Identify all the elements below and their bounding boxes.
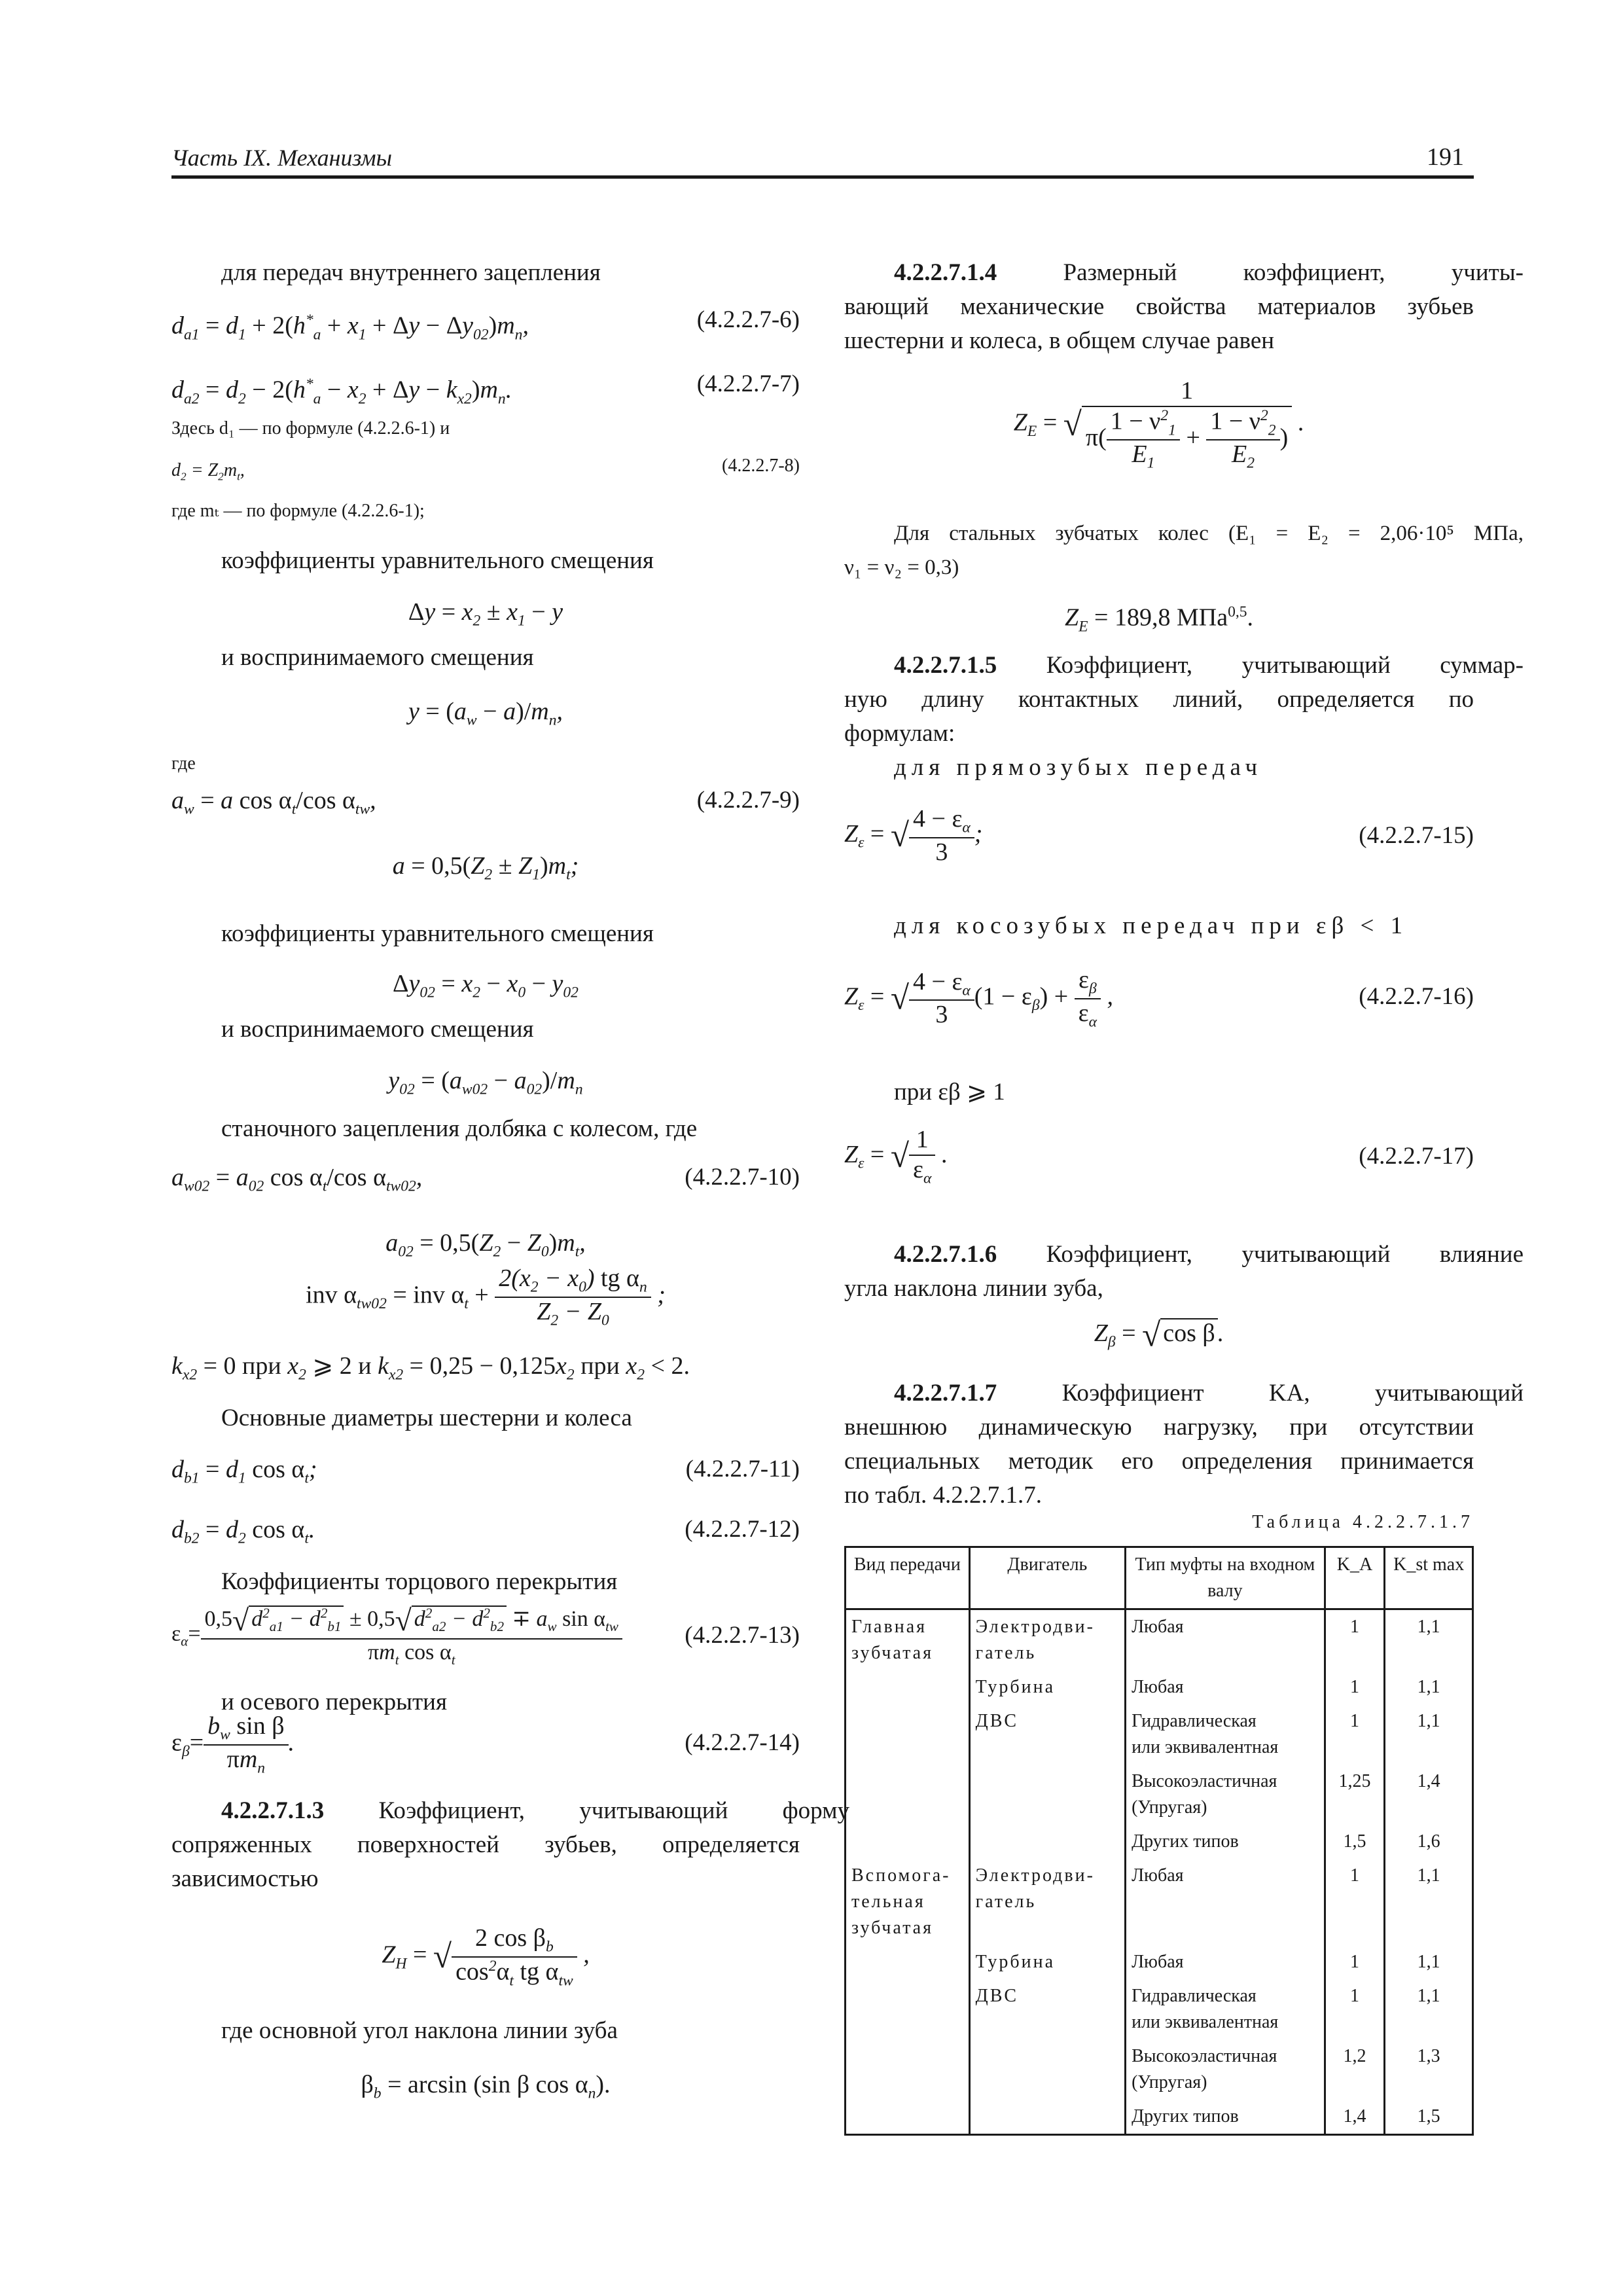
formula-z-eps-helical: $Z_\varepsilon$ = √ $\frac{4 - \varepsilon_\alpha}{3}$ $(1 - \varepsilon_\beta)$ + $\frac{\varepsilon_\beta}{\varepsilon_\alpha}$ , <box>844 966 1113 1031</box>
engine-cell <box>969 1979 1125 2039</box>
coupling-cell <box>1126 2039 1325 2100</box>
eq-number: (4.2.2.7-12) <box>685 1516 800 1543</box>
helical-gears-text: для косозубых передач при εβ < 1 <box>894 912 1408 939</box>
engine-cell <box>969 1704 1125 1765</box>
coupling-cell-line: Любая <box>1132 1677 1184 1697</box>
ka-cell: 1 <box>1325 1859 1385 1945</box>
here-d1-text: Здесь d₁ — по формуле (4.2.2.6-1) и <box>171 418 450 439</box>
section-3-line-3: зависимостью <box>171 1865 319 1892</box>
engine-cell <box>969 1945 1125 1979</box>
formula-kx2: $k_{x2} = 0$ при $x_2$ ⩾ 2 и $k_{x2} = 0,25 - 0,125x_2$ при $x_2 < 2$. <box>171 1352 690 1384</box>
kst-cell: 1,1 <box>1385 1704 1473 1765</box>
table-header-cell: K_A <box>1325 1547 1385 1609</box>
header-rule <box>171 175 1474 179</box>
formula-z-beta: $Z_\beta$ = √ cos β . <box>1094 1316 1224 1354</box>
formula-db1: $d_{b1} = d_1$ $\cos \alpha_t$; <box>171 1456 317 1487</box>
formula-epsilon-alpha: $\varepsilon_\alpha=$ $\frac{0,5√ d^2_{a1} - d^2_{b1} \pm 0,5√ d^2_{a2} - d^2_{b2} \mp a_w \sin \alpha_{tw}}{\pi m_t \cos \alpha_t}$ <box>171 1604 622 1668</box>
kst-cell: 1,1 <box>1385 1670 1473 1704</box>
formula-a02: $a_{02} = 0,5(Z_2 - Z_0)m_t$, <box>385 1229 586 1261</box>
ka-cell: 1,25 <box>1325 1765 1385 1825</box>
table-row <box>846 2100 1473 2135</box>
eq-number: (4.2.2.7-9) <box>696 787 800 814</box>
coupling-cell <box>1126 1609 1325 1671</box>
coupling-cell-line: или эквивалентная <box>1132 2012 1279 2032</box>
engine-cell-line: ДВС <box>975 1986 1019 2006</box>
transmission-cell <box>846 1825 970 1859</box>
transmission-cell-line: зубчатая <box>851 1918 933 1938</box>
table-header-cell: Двигатель <box>969 1547 1125 1609</box>
engine-cell-line: гатель <box>975 1643 1037 1663</box>
transmission-cell-line: тельная <box>851 1892 925 1912</box>
coupling-cell-line: Гидравлическая <box>1132 1711 1257 1731</box>
section-6-line-2: угла наклона линии зуба, <box>844 1275 1103 1302</box>
when-text: при εβ ⩾ 1 <box>894 1079 1005 1105</box>
engine-cell <box>969 1670 1125 1704</box>
base-angle-text: где основной угол наклона линии зуба <box>221 2017 618 2044</box>
coupling-cell-line: Гидравлическая <box>1132 1986 1257 2006</box>
formula-delta-y02: $\Delta y_{02} = x_2 - x_0 - y_{02}$ <box>393 970 579 1001</box>
table-row <box>846 1670 1473 1704</box>
kst-cell: 1,6 <box>1385 1825 1473 1859</box>
formula-epsilon-beta: $\varepsilon_\beta=$ $\frac{b_w \sin \beta}{\pi m_n}$ . <box>171 1712 295 1777</box>
transmission-cell <box>846 1859 970 1945</box>
equalizing-shift-text: коэффициенты уравнительного смещения <box>221 547 654 574</box>
coupling-cell-line: Любая <box>1132 1617 1184 1637</box>
transmission-cell <box>846 1979 970 2039</box>
ka-cell: 1,2 <box>1325 2039 1385 2100</box>
formula-a: $a = 0,5(Z_2 \pm Z_1)m_t$; <box>392 852 579 884</box>
table-row <box>846 1825 1473 1859</box>
coupling-cell <box>1126 1945 1325 1979</box>
coupling-cell <box>1126 1670 1325 1704</box>
formula-d2: $d_2 = Z_2m_t$, <box>171 460 245 483</box>
eq-number: (4.2.2.7-11) <box>685 1456 800 1482</box>
transmission-cell-line: зубчатая <box>851 1643 933 1663</box>
coupling-cell-line: Любая <box>1132 1952 1184 1972</box>
main-diameters-text: Основные диаметры шестерни и колеса <box>221 1405 632 1431</box>
table-header-cell: Тип муфты на входном валу <box>1126 1547 1325 1609</box>
engine-cell <box>969 2100 1125 2135</box>
formula-db2: $d_{b2} = d_2$ $\cos \alpha_t$. <box>171 1516 315 1547</box>
formula-delta-y: $\Delta y = x_2 \pm x_1 - y$ <box>408 598 563 630</box>
kst-cell: 1,5 <box>1385 2100 1473 2135</box>
eq-number: (4.2.2.7-6) <box>696 306 800 333</box>
running-header-title: Часть IX. Механизмы <box>171 145 392 171</box>
axial-overlap-text: и осевого перекрытия <box>221 1689 447 1715</box>
coupling-cell <box>1126 1825 1325 1859</box>
section-3-line-2: сопряженных поверхностей зубьев, определяется <box>171 1831 800 1858</box>
ka-coefficient-table <box>844 1546 1474 2136</box>
formula-da2: $d_{a2} = d_2 - 2(h^*_a - x_2 + \Delta y - k_{x2})m_n$. <box>171 376 512 408</box>
kst-cell: 1,1 <box>1385 1859 1473 1945</box>
section-3-line-1: 4.2.2.7.1.3 Коэффициент, учитывающий форму <box>221 1797 849 1824</box>
where-text: где <box>171 753 196 774</box>
formula-y: $y = (a_w - a)/m_n$, <box>408 698 563 729</box>
kst-cell: 1,4 <box>1385 1765 1473 1825</box>
formula-ze-value: $Z_E = 189,8$ МПа$^{0,5}$. <box>1065 603 1253 636</box>
table-caption: Таблица 4.2.2.7.1.7 <box>1252 1512 1474 1532</box>
coupling-cell-line: Высокоэластичная <box>1132 1771 1277 1791</box>
coupling-cell-line: Высокоэластичная <box>1132 2046 1277 2066</box>
engine-cell <box>969 2039 1125 2100</box>
section-5-line-1: 4.2.2.7.1.5 Коэффициент, учитывающий суммар- <box>894 652 1524 679</box>
transmission-cell <box>846 2039 970 2100</box>
table-row <box>846 2039 1473 2100</box>
ka-cell: 1,5 <box>1325 1825 1385 1859</box>
coupling-cell-line: Других типов <box>1132 2106 1239 2126</box>
kst-cell: 1,1 <box>1385 1945 1473 1979</box>
transverse-overlap-text: Коэффициенты торцового перекрытия <box>221 1568 618 1595</box>
section-7-line-2: внешнюю динамическую нагрузку, при отсутствии <box>844 1414 1474 1441</box>
coupling-cell <box>1126 2100 1325 2135</box>
section-7-line-1: 4.2.2.7.1.7 Коэффициент KA, учитывающий <box>894 1380 1524 1407</box>
formula-z-eps-3: $Z_\varepsilon$ = √ $\frac{1}{\varepsilon_\alpha}$ . <box>844 1126 948 1187</box>
eq-number: (4.2.2.7-17) <box>1359 1143 1474 1170</box>
eq-number: (4.2.2.7-8) <box>722 456 800 476</box>
transmission-cell <box>846 1945 970 1979</box>
section-4-line-3: шестерни и колеса, в общем случае равен <box>844 327 1275 354</box>
section-7-line-3: специальных методик его определения принимается <box>844 1448 1474 1475</box>
steel-wheels-text: Для стальных зубчатых колес (E₁ = E₂ = 2,06·10⁵ МПа, <box>894 522 1524 545</box>
ka-cell: 1 <box>1325 1609 1385 1671</box>
formula-aw: $a_w = a$ $\cos \alpha_t/\cos$ $\alpha_{tw}$, <box>171 787 376 818</box>
table-header-row <box>846 1547 1473 1609</box>
transmission-cell <box>846 1704 970 1765</box>
eq-number: (4.2.2.7-13) <box>685 1622 800 1649</box>
ka-cell: 1 <box>1325 1945 1385 1979</box>
ka-cell: 1 <box>1325 1704 1385 1765</box>
coupling-cell <box>1126 1704 1325 1765</box>
eq-number: (4.2.2.7-7) <box>696 370 800 397</box>
engine-cell-line: гатель <box>975 1892 1037 1912</box>
section-6-line-1: 4.2.2.7.1.6 Коэффициент, учитывающий влияние <box>894 1241 1524 1268</box>
transmission-cell <box>846 1670 970 1704</box>
coupling-cell-line: (Упругая) <box>1132 1797 1207 1818</box>
eq-number: (4.2.2.7-16) <box>1359 983 1474 1010</box>
engine-cell <box>969 1609 1125 1671</box>
coupling-cell-line: или эквивалентная <box>1132 1737 1279 1757</box>
coupling-cell-line: Любая <box>1132 1865 1184 1886</box>
section-4-line-2: вающий механические свойства материалов зубьев <box>844 293 1474 320</box>
formula-z-eps-spur: $Z_\varepsilon$ = √ $\frac{4 - \varepsilon_\alpha}{3}$ ; <box>844 805 983 866</box>
engine-cell-line: Электродви- <box>975 1617 1095 1637</box>
spur-gears-text: для прямозубых передач <box>894 754 1263 781</box>
transmission-cell <box>846 2100 970 2135</box>
formula-y02: $y_{02} = (a_{w02} - a_{02})/m_n$ <box>388 1067 583 1098</box>
equalizing-shift-text-2: коэффициенты уравнительного смещения <box>221 920 654 947</box>
machine-gearing-text: станочного зацепления долбяка с колесом, где <box>221 1115 698 1142</box>
perceived-shift-text-2: и воспринимаемого смещения <box>221 1016 534 1043</box>
section-5-line-3: формулам: <box>844 720 955 747</box>
table-row <box>846 1859 1473 1945</box>
engine-cell-line: Электродви- <box>975 1865 1095 1886</box>
engine-cell <box>969 1859 1125 1945</box>
formula-aw02: $a_{w02} = a_{02}$ $\cos \alpha_t/\cos$ $\alpha_{tw02}$, <box>171 1164 423 1195</box>
ka-cell: 1 <box>1325 1979 1385 2039</box>
kst-cell: 1,3 <box>1385 2039 1473 2100</box>
engine-cell-line: Турбина <box>975 1677 1056 1697</box>
table-row <box>846 1609 1473 1671</box>
ka-cell: 1 <box>1325 1670 1385 1704</box>
engine-cell <box>969 1765 1125 1825</box>
coupling-cell <box>1126 1979 1325 2039</box>
perceived-shift-text: и воспринимаемого смещения <box>221 644 534 671</box>
formula-da1: $d_{a1} = d_1 + 2(h^*_a + x_1 + \Delta y - \Delta y_{02})m_n$, <box>171 312 529 344</box>
formula-zh: $Z_H$ = √ $\frac{2 \cos \beta_b}{\cos^2\alpha_t tg \alpha_{tw}}$ , <box>382 1924 590 1989</box>
table-row <box>846 1765 1473 1825</box>
eq-number: (4.2.2.7-14) <box>685 1729 800 1756</box>
table-row <box>846 1704 1473 1765</box>
section-4-line-1: 4.2.2.7.1.4 Размерный коэффициент, учиты- <box>894 259 1524 286</box>
table-row <box>846 1945 1473 1979</box>
section-5-line-2: ную длину контактных линий, определяется по <box>844 686 1474 713</box>
coupling-cell <box>1126 1859 1325 1945</box>
formula-inv: inv $\alpha_{tw02}$ = inv $\alpha_t$ + $\frac{2(x_2 - x_0) tg \alpha_n}{Z_2 - Z_0}$ ; <box>306 1265 666 1329</box>
page-number: 191 <box>1427 143 1464 171</box>
table-header-cell: K_st max <box>1385 1547 1473 1609</box>
where-mt-text: где mₜ — по формуле (4.2.2.6-1); <box>171 501 425 521</box>
transmission-cell-line: Главная <box>851 1617 927 1637</box>
formula-beta-b: $\beta_b = \arcsin (\sin$ β $\cos \alpha_n$). <box>361 2071 611 2102</box>
coupling-cell-line: Других типов <box>1132 1831 1239 1852</box>
engine-cell-line: Турбина <box>975 1952 1056 1972</box>
transmission-cell <box>846 1765 970 1825</box>
formula-ze: $Z_E$ = √ 1 π( $\frac{1 - \nu^2_1}{E_1}$ + $\frac{1 - \nu^2_2}{E_2}$ ) . <box>1013 377 1305 472</box>
eq-number: (4.2.2.7-15) <box>1359 822 1474 849</box>
eq-number: (4.2.2.7-10) <box>685 1164 800 1191</box>
kst-cell: 1,1 <box>1385 1609 1473 1671</box>
engine-cell <box>969 1825 1125 1859</box>
engine-cell-line: ДВС <box>975 1711 1019 1731</box>
transmission-cell-line: Вспомога- <box>851 1865 951 1886</box>
steel-wheels-text-2: ν₁ = ν₂ = 0,3) <box>844 556 959 579</box>
table-header-cell: Вид передачи <box>846 1547 970 1609</box>
internal-gearing-text: для передач внутреннего зацепления <box>221 259 601 286</box>
coupling-cell <box>1126 1765 1325 1825</box>
transmission-cell <box>846 1609 970 1671</box>
ka-cell: 1,4 <box>1325 2100 1385 2135</box>
coupling-cell-line: (Упругая) <box>1132 2072 1207 2092</box>
table-row <box>846 1979 1473 2039</box>
section-7-line-4: по табл. 4.2.2.7.1.7. <box>844 1482 1042 1509</box>
kst-cell: 1,1 <box>1385 1979 1473 2039</box>
